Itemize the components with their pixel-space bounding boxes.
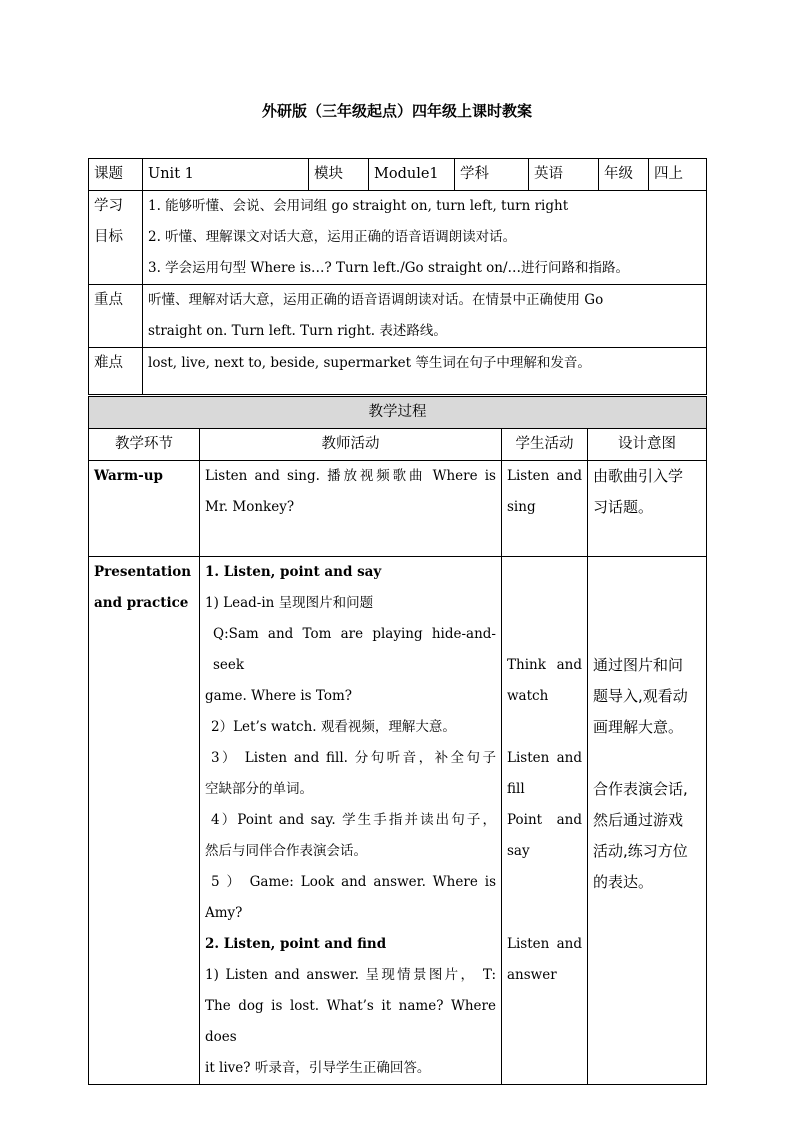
goal-item-2: 2. 听懂、理解课文对话大意，运用正确的语音语调朗读对话。 (148, 229, 517, 245)
section-row (89, 397, 707, 429)
student-think-line1: Think and (507, 657, 582, 673)
presentation-teacher (200, 557, 502, 1085)
warmup-student-line1: Listen and (507, 468, 582, 484)
step1-watch: 2）Let’s watch. 观看视频，理解大意。 (211, 719, 456, 735)
step1-listen-fill-line2: 空缺部分的单词。 (205, 781, 313, 797)
step1-point-say-line1: 4）Point and say. 学生手指并读出句子， (211, 812, 496, 828)
lesson-info-table (88, 158, 707, 395)
intent1-line2: 题导入,观看动 (593, 687, 688, 705)
warmup-teacher (200, 461, 502, 557)
student-think-line2: watch (507, 688, 549, 704)
header-row (89, 429, 707, 461)
presentation-student (502, 557, 588, 1085)
intent2-line4: 的表达。 (593, 873, 654, 891)
warmup-row (89, 461, 707, 557)
teaching-process-table (88, 396, 707, 1085)
student-listen-answer-line2: answer (507, 967, 557, 983)
grade-label: 年级 (599, 159, 649, 191)
header-teacher: 教师活动 (200, 429, 502, 461)
step2-listen-answer-line3: it live? 听录音，引导学生正确回答。 (205, 1060, 431, 1076)
step2-listen-answer-line2: The dog is lost. What’s it name? Where does (205, 998, 496, 1045)
module-label: 模块 (309, 159, 369, 191)
presentation-stage (89, 557, 200, 1085)
presentation-intent (588, 557, 707, 1085)
warmup-intent-line1: 由歌曲引入学 (593, 467, 684, 485)
goals-content (143, 191, 707, 285)
module-value: Module1 (369, 159, 455, 191)
goals-label-line2: 目标 (94, 229, 123, 245)
header-stage: 教学环节 (89, 429, 200, 461)
student-point-say-line1: Point and (507, 812, 582, 828)
warmup-intent (588, 461, 707, 557)
subject-value: 英语 (529, 159, 599, 191)
key-points-line2: straight on. Turn left. Turn right. 表述路线。 (148, 323, 447, 339)
step1-listen-fill-line1: 3） Listen and fill. 分句听音，补全句子 (211, 750, 496, 766)
step1-question-line2: game. Where is Tom? (205, 688, 353, 704)
key-points-row (89, 285, 707, 348)
topic-value: Unit 1 (143, 159, 309, 191)
grade-value: 四上 (649, 159, 707, 191)
warmup-stage: Warm-up (89, 461, 200, 557)
key-points-line1: 听懂、理解对话大意，运用正确的语音语调朗读对话。在情景中正确使用 Go (148, 292, 604, 308)
presentation-stage-line1: Presentation (94, 564, 192, 580)
key-points-content (143, 285, 707, 348)
goal-item-3: 3. 学会运用句型 Where is…? Turn left./Go straight on/…进行问路和指路。 (148, 260, 630, 276)
warmup-student-line2: sing (507, 499, 536, 515)
difficulties-label: 难点 (89, 348, 143, 395)
step2-listen-answer-line1: 1) Listen and answer. 呈现情景图片， T: (205, 967, 496, 983)
goal-item-1: 1. 能够听懂、会说、会用词组 go straight on, turn left, turn right (148, 198, 569, 214)
warmup-teacher-line2: Mr. Monkey? (205, 499, 295, 515)
step1-heading: 1. Listen, point and say (205, 564, 382, 580)
student-listen-fill-line1: Listen and (507, 750, 582, 766)
intent1-line1: 通过图片和问 (593, 656, 684, 674)
step1-question-line1: Q:Sam and Tom are playing hide-and-seek (213, 626, 496, 673)
warmup-student (502, 461, 588, 557)
difficulties-row (89, 348, 707, 395)
subject-label: 学科 (455, 159, 529, 191)
goals-label-line1: 学习 (94, 198, 123, 214)
topic-label: 课题 (89, 159, 143, 191)
warmup-teacher-line1: Listen and sing. 播放视频歌曲 Where is (205, 468, 496, 484)
student-listen-fill-line2: fill (507, 781, 525, 797)
step1-game-line1: 5 ） Game: Look and answer. Where is (211, 874, 496, 890)
section-title: 教学过程 (89, 397, 707, 429)
warmup-intent-line2: 习话题。 (593, 498, 654, 516)
key-points-label: 重点 (89, 285, 143, 348)
intent1-line3: 画理解大意。 (593, 718, 684, 736)
info-row (89, 159, 707, 191)
step1-point-say-line2: 然后与同伴合作表演会话。 (205, 843, 367, 859)
goals-row (89, 191, 707, 285)
goals-label (89, 191, 143, 285)
presentation-row (89, 557, 707, 1085)
step2-heading: 2. Listen, point and find (205, 936, 387, 952)
step1-lead-in: 1) Lead-in 呈现图片和问题 (205, 595, 374, 611)
header-student: 学生活动 (502, 429, 588, 461)
presentation-stage-line2: and practice (94, 595, 189, 611)
intent2-line1: 合作表演会话, (593, 780, 688, 798)
student-point-say-line2: say (507, 843, 530, 859)
difficulties-content (143, 348, 707, 395)
intent2-line3: 活动,练习方位 (593, 842, 688, 860)
step1-game-line2: Amy? (205, 905, 243, 921)
student-listen-answer-line1: Listen and (507, 936, 582, 952)
intent2-line2: 然后通过游戏 (593, 811, 684, 829)
header-intent: 设计意图 (588, 429, 707, 461)
difficulties-text: lost, live, next to, beside, supermarket 等生词在句子中理解和发音。 (148, 355, 591, 371)
page-title: 外研版（三年级起点）四年级上课时教案 (261, 102, 532, 120)
